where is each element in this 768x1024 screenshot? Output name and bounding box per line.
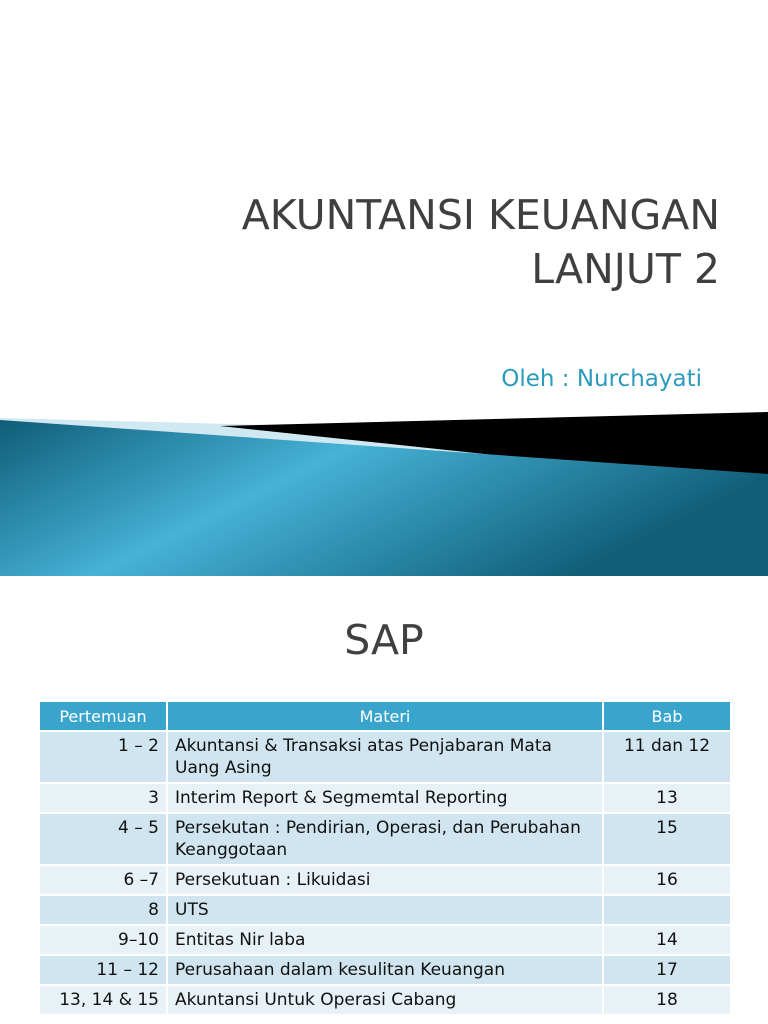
slide-title — [242, 188, 720, 296]
table-row — [39, 955, 731, 985]
author-subtitle: Oleh : Nurchayati — [501, 366, 702, 392]
table-row — [39, 783, 731, 813]
header-materi: Materi — [167, 701, 603, 731]
cell-bab: 17 — [603, 955, 731, 985]
cell-pertemuan: 3 — [39, 783, 167, 813]
sap-table — [38, 700, 732, 1016]
cell-materi: Interim Report & Segmemtal Reporting — [167, 783, 603, 813]
cell-materi: Perusahaan dalam kesulitan Keuangan — [167, 955, 603, 985]
table-row — [39, 865, 731, 895]
header-bab: Bab — [603, 701, 731, 731]
cell-bab: 11 dan 12 — [603, 731, 731, 783]
cell-pertemuan: 4 – 5 — [39, 813, 167, 865]
cell-pertemuan: 11 – 12 — [39, 955, 167, 985]
sap-title: SAP — [344, 616, 424, 664]
cell-pertemuan: 8 — [39, 895, 167, 925]
cell-materi: Persekutan : Pendirian, Operasi, dan Perubahan Keanggotaan — [167, 813, 603, 865]
cell-pertemuan: 1 – 2 — [39, 731, 167, 783]
cell-materi: Akuntansi & Transaksi atas Penjabaran Mata Uang Asing — [167, 731, 603, 783]
cell-bab: 13 — [603, 783, 731, 813]
title-line-2: LANJUT 2 — [531, 245, 720, 293]
cell-bab — [603, 895, 731, 925]
cell-pertemuan: 9–10 — [39, 925, 167, 955]
cell-bab: 18 — [603, 985, 731, 1015]
cell-materi: Akuntansi Untuk Operasi Cabang — [167, 985, 603, 1015]
cell-bab: 14 — [603, 925, 731, 955]
cell-materi: UTS — [167, 895, 603, 925]
cell-bab: 16 — [603, 865, 731, 895]
table-row — [39, 895, 731, 925]
cell-pertemuan: 6 –7 — [39, 865, 167, 895]
cell-bab: 15 — [603, 813, 731, 865]
cell-materi: Entitas Nir laba — [167, 925, 603, 955]
table-row — [39, 731, 731, 783]
cell-pertemuan: 13, 14 & 15 — [39, 985, 167, 1015]
table-header-row — [39, 701, 731, 731]
sap-slide — [0, 576, 768, 1024]
title-line-1: AKUNTANSI KEUANGAN — [241, 191, 720, 239]
cell-materi: Persekutuan : Likuidasi — [167, 865, 603, 895]
table-row — [39, 813, 731, 865]
header-pertemuan: Pertemuan — [39, 701, 167, 731]
table-row — [39, 925, 731, 955]
table-row — [39, 985, 731, 1015]
